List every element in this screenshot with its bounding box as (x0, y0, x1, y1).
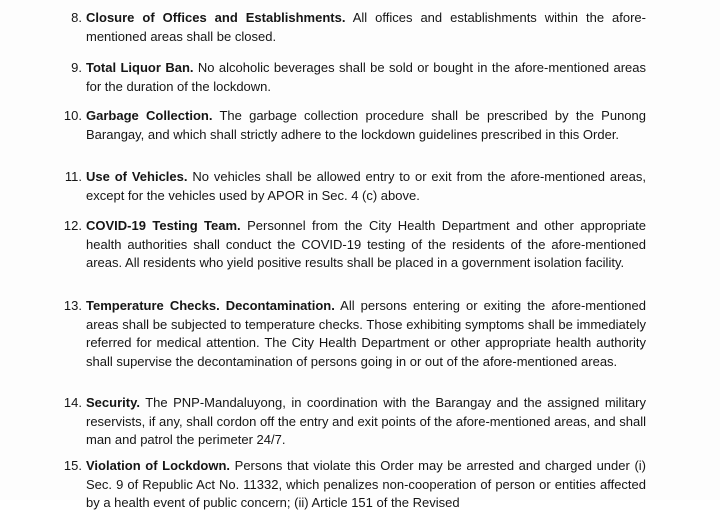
section-number: 13. (63, 298, 82, 313)
section-title: COVID-19 Testing Team. (86, 218, 241, 233)
section-text: No alcoholic beverages shall be sold or bought in the afore-mentioned areas for the duration of the lockdown. (86, 60, 646, 94)
section-text: All persons entering or exiting the afore-mentioned areas shall be subjected to temperature checks. Those exhibiting symptoms shall be immediately referred for medical attention. The City Health Department or other appropriate health authority shall supervise the decontamination of persons going in or out of the afore-mentioned areas. (86, 298, 646, 369)
section-text: The PNP-Mandaluyong, in coordination with the Barangay and the assigned military reservists, if any, shall cordon off the entry and exit points of the afore-mentioned areas, and shall man and patrol the perimeter 24/7. (86, 395, 646, 447)
section-text: Personnel from the City Health Department and other appropriate health authorities shall conduct the COVID-19 testing of the residents of the afore-mentioned areas. All residents who yield positive results shall be placed in a government isolation facility. (86, 218, 646, 270)
section-text: No vehicles shall be allowed entry to or exit from the afore-mentioned areas, except for the vehicles used by APOR in Sec. 4 (c) above. (86, 169, 646, 203)
section-title: Closure of Offices and Establishments. (86, 10, 346, 25)
section-title: Violation of Lockdown. (86, 458, 231, 473)
section-number: 8. (71, 10, 82, 25)
section-9 (71, 59, 646, 96)
section-8 (71, 9, 646, 46)
section-12 (63, 217, 646, 273)
section-title: Security. (86, 395, 140, 410)
section-title: Use of Vehicles. (86, 169, 188, 184)
section-14 (63, 394, 646, 450)
section-text: All offices and establishments within the afore-mentioned areas shall be closed. (86, 10, 646, 44)
section-title: Temperature Checks. Decontamination. (86, 298, 335, 313)
section-title: Total Liquor Ban. (86, 60, 194, 75)
section-11 (64, 168, 646, 205)
section-number: 11. (64, 169, 82, 184)
section-title: Garbage Collection. (86, 108, 213, 123)
section-number: 14. (63, 395, 82, 410)
section-number: 15. (63, 458, 82, 473)
section-number: 9. (71, 60, 82, 75)
section-number: 10. (63, 108, 82, 123)
section-10 (63, 107, 646, 144)
section-15 (63, 457, 646, 513)
section-13 (63, 297, 646, 371)
section-text: Persons that violate this Order may be arrested and charged under (i) Sec. 9 of Republic Act No. 11332, which penalizes non-cooperation of person or entities affected by a health event of public concern; (ii) Article 151 of the Revised (86, 458, 646, 510)
section-number: 12. (63, 218, 82, 233)
section-text: The garbage collection procedure shall be prescribed by the Punong Barangay, and which shall strictly adhere to the lockdown guidelines prescribed in this Order. (86, 108, 646, 142)
